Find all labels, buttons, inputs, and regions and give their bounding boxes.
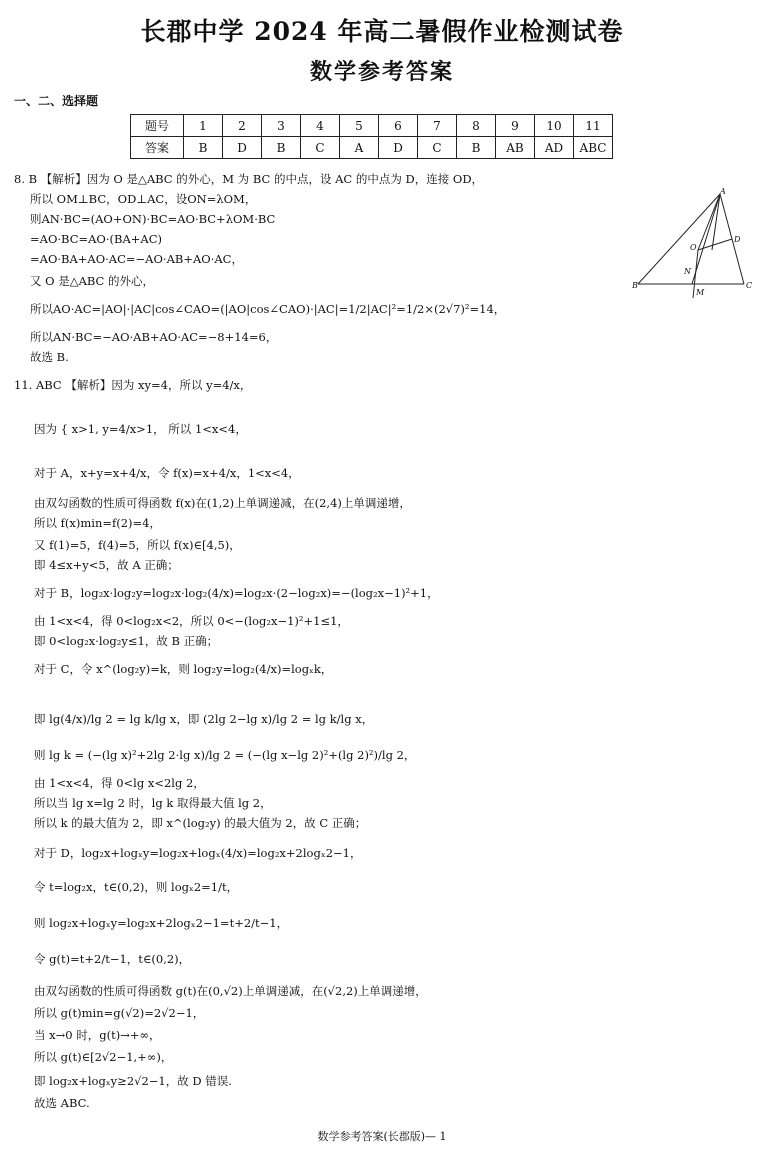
label-n: N <box>684 267 691 276</box>
table-cell: 5 <box>340 115 379 137</box>
label-c: C <box>746 281 753 290</box>
q11-line: 故选 ABC. <box>34 1096 90 1110</box>
table-cell: 8 <box>457 115 496 137</box>
q11-line: 所以 k 的最大值为 2，即 x^(log₂y) 的最大值为 2，故 C 正确； <box>34 816 367 830</box>
table-cell: 6 <box>379 115 418 137</box>
label-m: M <box>696 288 705 297</box>
table-cell: 2 <box>223 115 262 137</box>
q11-line: 又 f(1)=5，f(4)=5，所以 f(x)∈[4,5)， <box>34 538 241 552</box>
q11-line: 由 1<x<4，得 0<lg x<2lg 2， <box>34 776 205 790</box>
table-cell: ABC <box>574 137 613 159</box>
table-cell: 1 <box>184 115 223 137</box>
q11-line: 当 x→0 时，g(t)→+∞， <box>34 1028 161 1042</box>
q8-line: 所以AN·BC=−AO·AB+AO·AC=−8+14=6， <box>30 330 278 344</box>
table-row-head: 题号 <box>131 115 184 137</box>
q11-line: 则 lg k = (−(lg x)²+2lg 2·lg x)/lg 2 = (−(lg x−lg 2)²+(lg 2)²)/lg 2， <box>34 748 416 762</box>
q11-line: 即 log₂x+logₓy≥2√2−1，故 D 错误. <box>34 1074 232 1088</box>
label-b: B <box>632 281 638 290</box>
table-cell: D <box>223 137 262 159</box>
q11-line: 即 lg(4/x)/lg 2 = lg k/lg x，即 (2lg 2−lg x)/lg 2 = lg k/lg x， <box>34 712 374 726</box>
table-cell: AD <box>535 137 574 159</box>
section-heading: 一、二、选择题 <box>14 94 99 108</box>
q11-line: 所以 f(x)min=f(2)=4， <box>34 516 161 530</box>
q11-line: 则 log₂x+logₓy=log₂x+2logₓ2−1=t+2/t−1， <box>34 916 289 930</box>
answer-table <box>130 114 613 159</box>
q11-line: 令 g(t)=t+2/t−1，t∈(0,2)， <box>34 952 191 966</box>
table-cell: 7 <box>418 115 457 137</box>
table-cell: A <box>340 137 379 159</box>
document-title: 长郡中学 2024 年高二暑假作业检测试卷 <box>140 17 624 46</box>
q11-line: 11. ABC 【解析】因为 xy=4，所以 y=4/x， <box>14 378 252 392</box>
q11-line: 令 t=log₂x，t∈(0,2)，则 logₓ2=1/t， <box>34 880 239 894</box>
q11-line: 即 4≤x+y<5，故 A 正确； <box>34 558 179 572</box>
q11-line: 对于 A，x+y=x+4/x，令 f(x)=x+4/x，1<x<4， <box>34 466 300 480</box>
page-footer: 数学参考答案(长郡版)— 1 <box>317 1130 447 1143</box>
triangle-figure <box>632 188 756 306</box>
q8-line: 故选 B. <box>30 350 69 364</box>
table-cell: B <box>184 137 223 159</box>
table-cell: AB <box>496 137 535 159</box>
label-a: A <box>720 188 726 196</box>
q11-line: 所以 g(t)min=g(√2)=2√2−1， <box>34 1006 205 1020</box>
table-cell: B <box>262 137 301 159</box>
q11-line: 所以 g(t)∈[2√2−1,+∞)， <box>34 1050 173 1064</box>
table-cell: 9 <box>496 115 535 137</box>
q8-line: 则AN·BC=(AO+ON)·BC=AO·BC+λOM·BC <box>30 212 276 226</box>
q11-line: 所以当 lg x=lg 2 时，lg k 取得最大值 lg 2， <box>34 796 272 810</box>
document-subtitle: 数学参考答案 <box>309 59 454 85</box>
table-cell: C <box>301 137 340 159</box>
q8-line: 又 O 是△ABC 的外心， <box>30 274 155 288</box>
table-cell: D <box>379 137 418 159</box>
q8-line: 所以AO·AC=|AO|·|AC|cos∠CAO=(|AO|cos∠CAO)·|AC|=1/2|AC|²=1/2×(2√7)²=14， <box>30 302 506 316</box>
table-row-head: 答案 <box>131 137 184 159</box>
q11-line: 因为 { x>1, y=4/x>1， 所以 1<x<4， <box>34 422 247 436</box>
q11-line: 对于 C，令 x^(log₂y)=k，则 log₂y=log₂(4/x)=logₓk， <box>34 662 333 676</box>
q8-line: =AO·BA+AO·AC=−AO·AB+AO·AC， <box>30 252 243 266</box>
q11-line: 由 1<x<4，得 0<log₂x<2，所以 0<−(log₂x−1)²+1≤1， <box>34 614 349 628</box>
q11-line: 由双勾函数的性质可得函数 g(t)在(0,√2)上单调递减，在(√2,2)上单调递增， <box>34 984 427 998</box>
q11-line: 对于 D，log₂x+logₓy=log₂x+logₓ(4/x)=log₂x+2logₓ2−1， <box>34 846 362 860</box>
table-cell: 11 <box>574 115 613 137</box>
table-cell: 4 <box>301 115 340 137</box>
table-row-numbers <box>131 115 613 137</box>
label-d: D <box>734 235 741 244</box>
table-row-answers <box>131 137 613 159</box>
q8-line: =AO·BC=AO·(BA+AC) <box>30 232 162 246</box>
table-cell: C <box>418 137 457 159</box>
q11-line: 对于 B，log₂x·log₂y=log₂x·log₂(4/x)=log₂x·(2−log₂x)=−(log₂x−1)²+1， <box>34 586 439 600</box>
q11-line: 即 0<log₂x·log₂y≤1，故 B 正确； <box>34 634 219 648</box>
q8-line: 8. B 【解析】因为 O 是△ABC 的外心，M 为 BC 的中点，设 AC 的中点为 D，连接 OD， <box>14 172 484 186</box>
table-cell: 10 <box>535 115 574 137</box>
q11-line: 由双勾函数的性质可得函数 f(x)在(1,2)上单调递减，在(2,4)上单调递增， <box>34 496 411 510</box>
q8-line: 所以 OM⊥BC，OD⊥AC，设ON=λOM， <box>30 192 257 206</box>
label-o: O <box>690 243 697 252</box>
table-cell: B <box>457 137 496 159</box>
table-cell: 3 <box>262 115 301 137</box>
